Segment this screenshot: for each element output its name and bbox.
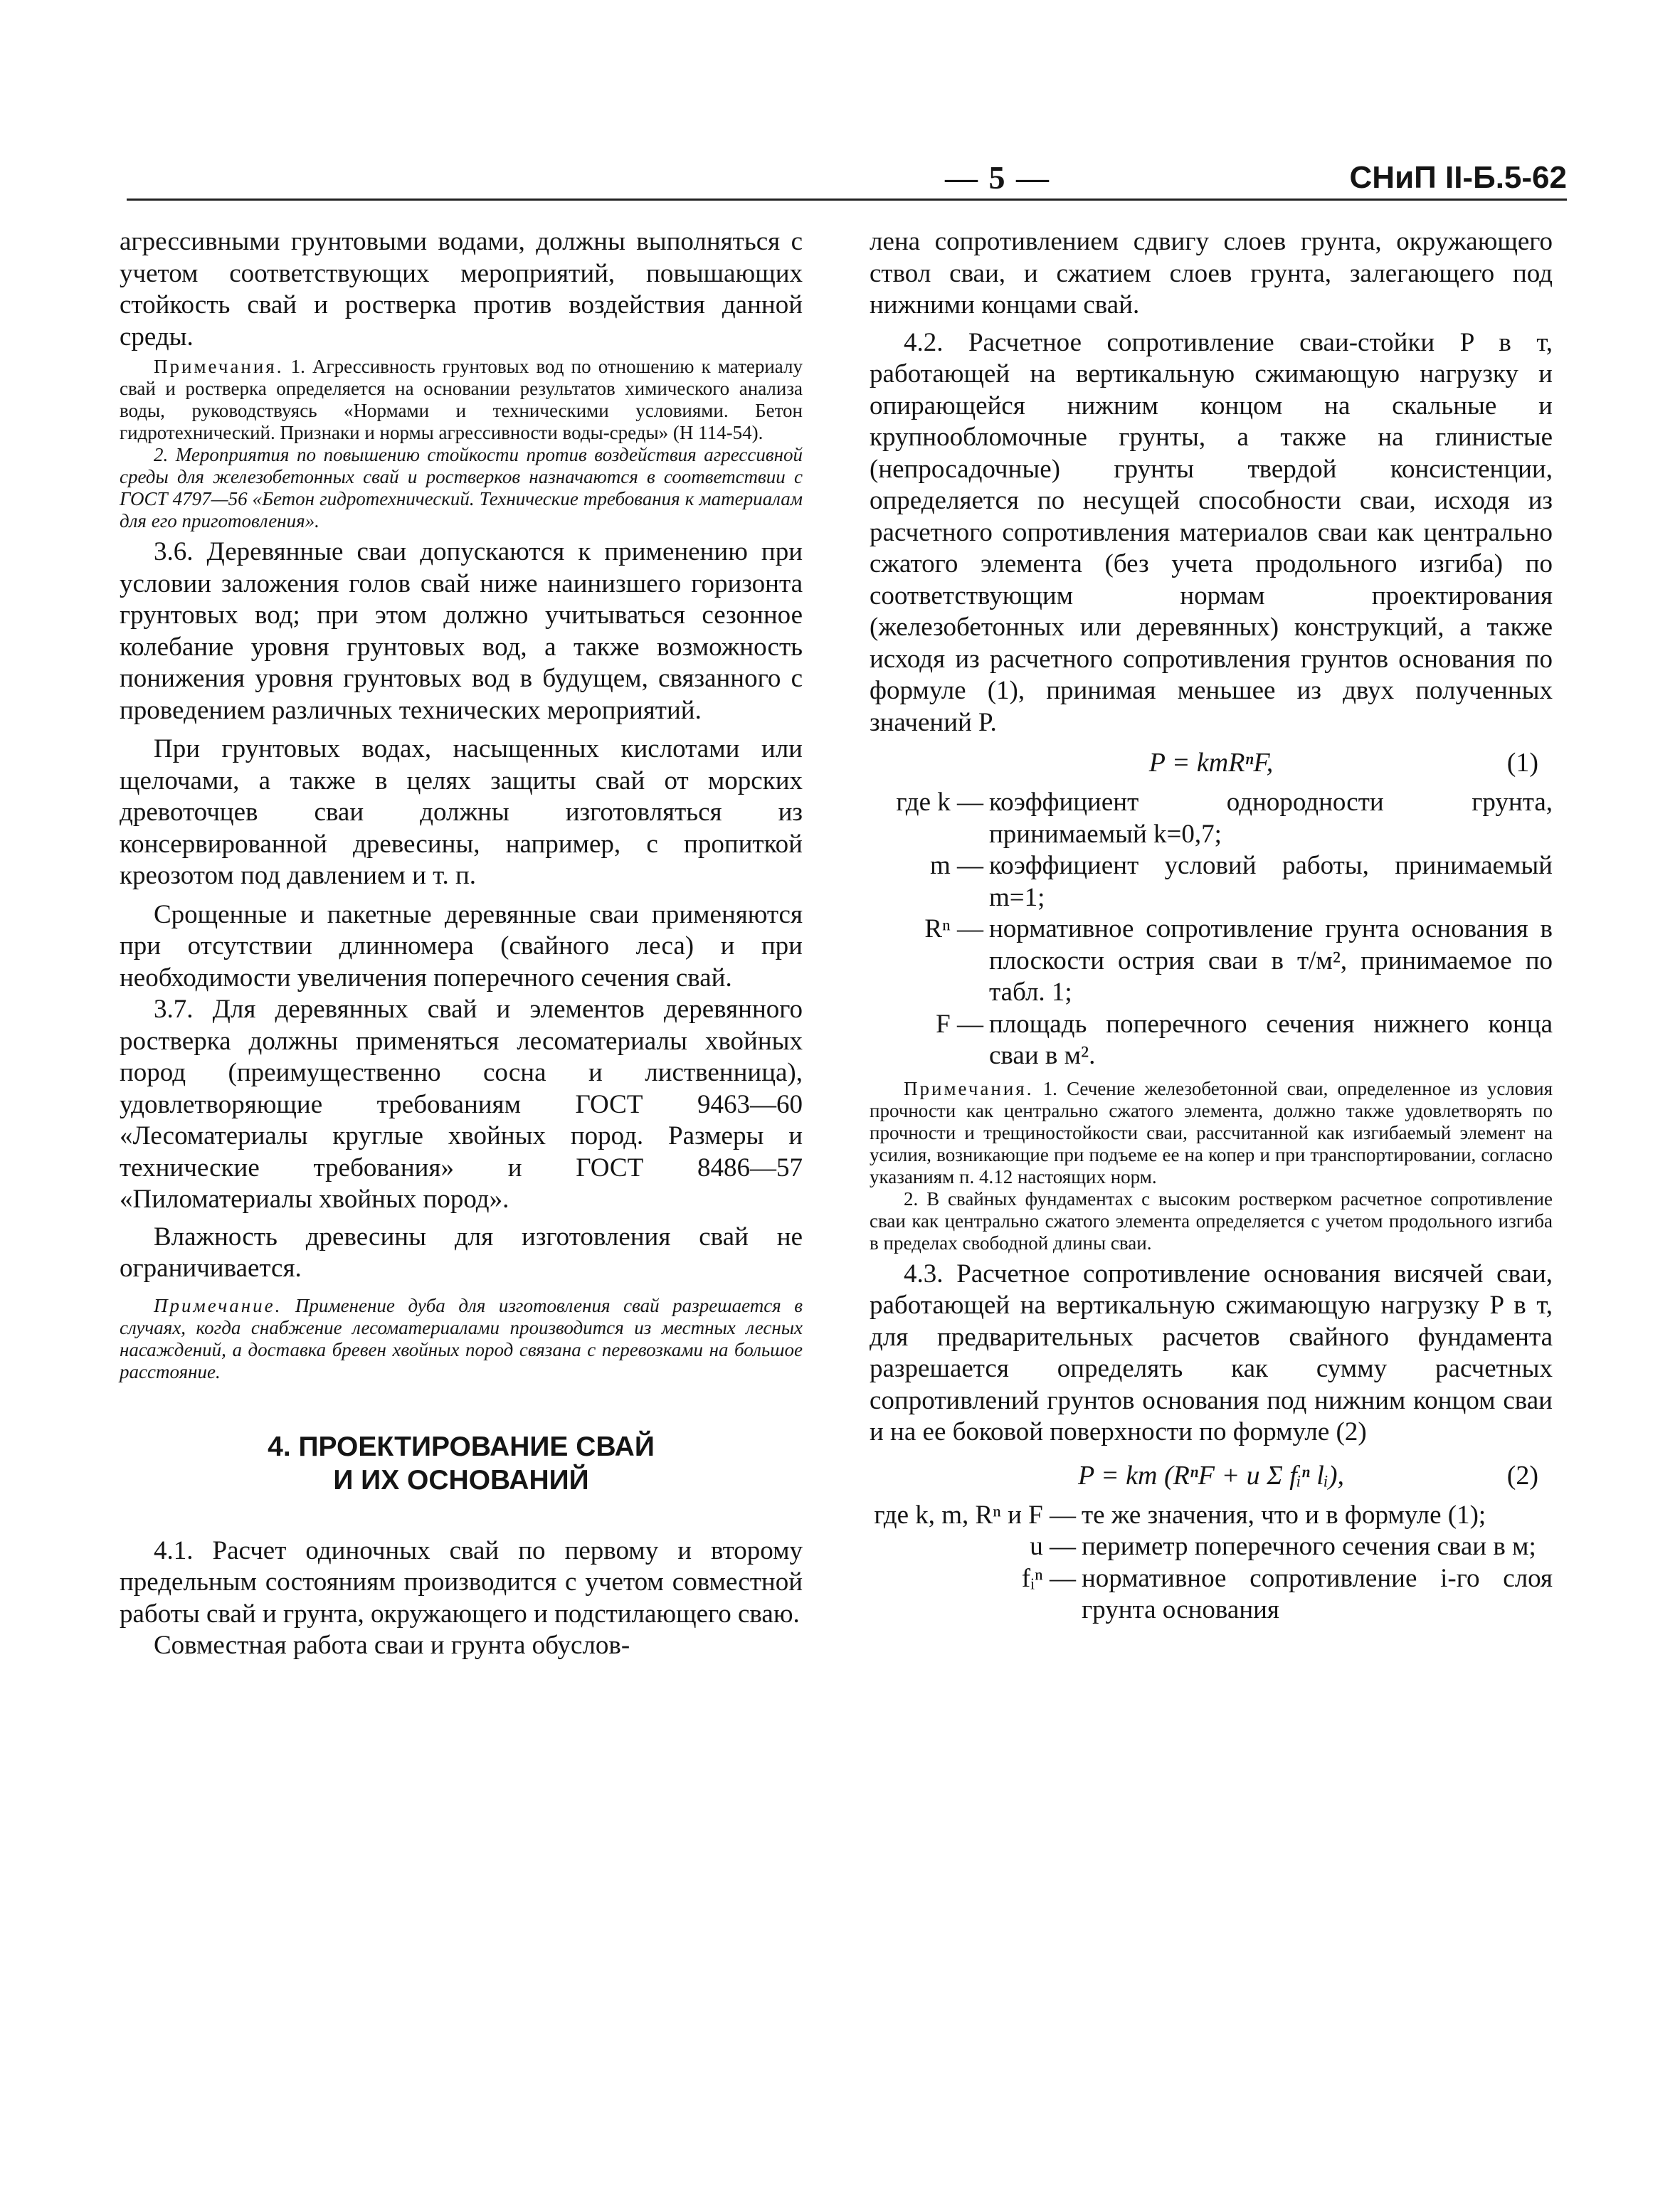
definition-term: u — xyxy=(1030,1532,1076,1561)
paragraph-acid-water: При грунтовых водах, насыщенных кислотами или щелочами, а также в целях защиты свай от морских древоточцев сваи должны изготовляться из консервированной древесины, например, с пропиткой креозотом под давлением и т. п. xyxy=(120,734,803,890)
page-number: — 5 — xyxy=(945,159,1050,196)
definition-description: площадь поперечного сечения нижнего конца сваи в м². xyxy=(989,1009,1553,1070)
clause-text: Расчетное сопротивление основания висячей сваи, работающей на вертикальную сжимающую нагрузку P в т, для предварительных расчетов свайного фундамента разрешается определять как сумму расчетных сопротивлений грунтов основания под нижним концом сваи и на ее боковой поверхности по формуле (2) xyxy=(870,1259,1553,1446)
note-rc-section xyxy=(870,1078,1553,1188)
definition-term: где k — xyxy=(896,788,983,817)
note-label: Примечание. xyxy=(154,1294,282,1316)
formula-2 xyxy=(870,1454,1553,1500)
paragraph-aggressive-water: агрессивными грунтовыми водами, должны выполняться с учетом соответствующих мероприятий, повышающих стойкость свай и ростверка против воздействия данной среды. xyxy=(120,227,803,351)
paragraph-3-7 xyxy=(120,994,803,1216)
paragraph-4-1 xyxy=(120,1535,803,1631)
clause-number: 4.1. xyxy=(154,1535,194,1565)
paragraph-joint-work: Совместная работа сваи и грунта обуслов- xyxy=(154,1631,630,1660)
definition-row xyxy=(870,914,1553,1009)
clause-number: 3.7. xyxy=(154,995,194,1024)
formula-expression: P = kmRⁿF, xyxy=(1148,748,1274,778)
section-title-line1: 4. ПРОЕКТИРОВАНИЕ СВАЙ xyxy=(268,1431,655,1462)
definition-row xyxy=(870,850,1553,914)
definition-row xyxy=(870,1563,1553,1626)
definition-description: периметр поперечного сечения сваи в м; xyxy=(1082,1532,1536,1561)
definition-term: F — xyxy=(936,1009,983,1039)
section-heading xyxy=(120,1430,803,1497)
note-label: Примечания. xyxy=(904,1077,1034,1099)
definition-description: нормативное сопротивление i-го слоя грунта основания xyxy=(1082,1563,1553,1624)
definition-row xyxy=(870,1531,1553,1563)
clause-number: 3.6. xyxy=(154,537,194,566)
right-column xyxy=(870,226,1553,1626)
formula-1 xyxy=(870,741,1553,787)
formula-1-definitions xyxy=(870,787,1553,1072)
definition-term: где k, m, Rⁿ и F — xyxy=(874,1500,1076,1530)
document-code: СНиП II-Б.5-62 xyxy=(1349,160,1567,195)
paragraph-continuation: лена сопротивлением сдвигу слоев грунта, окружающего ствол сваи, и сжатием слоев грунта, залегающего под нижними концами свай. xyxy=(870,227,1553,319)
definition-row xyxy=(870,1500,1553,1532)
paragraph-spliced-piles: Срощенные и пакетные деревянные сваи применяются при отсутствии длинномера (свайного леса) и при необходимости увеличения поперечного сечения свай. xyxy=(120,899,803,993)
definition-description: коэффициент однородности грунта, принимаемый k=0,7; xyxy=(989,788,1553,849)
definition-term: Rⁿ — xyxy=(924,914,983,943)
formula-number: (1) xyxy=(1506,748,1538,778)
paragraph-4-2 xyxy=(870,327,1553,739)
note-oak xyxy=(120,1295,803,1383)
definition-description: те же значения, что и в формуле (1); xyxy=(1082,1500,1486,1530)
clause-text: Расчетное сопротивление сваи-стойки P в т, работающей на вертикальную сжимающую нагрузку и опирающейся нижним концом на скальные и крупнообломочные грунты, а также на глинистые (непросадочные) грунты твердой консистенции, определяется по несущей способности сваи, исходя из расчетного сопротивления материалов сваи как центрально сжатого элемента (без учета продольного изгиба) по соответствующим нормам проектирования (железобетонных или деревянных) конструкций, а также исходя из расчетного сопротивления грунтов основания по формуле (1), принимая меньшее из двух полученных значений P. xyxy=(870,327,1553,737)
definition-term: m — xyxy=(929,851,983,880)
definition-row xyxy=(870,1009,1553,1072)
note-text: Применение дуба для изготовления свай разрешается в случаях, когда снабжение лесоматериалами производится из местных лесных насаждений, а доставка бревен хвойных пород связана с перевозками на большое расстояние. xyxy=(120,1294,803,1382)
paragraph-moisture: Влажность древесины для изготовления свай не ограничивается. xyxy=(120,1222,803,1283)
note-high-grillage: 2. В свайных фундаментах с высоким ростверком расчетное сопротивление сваи как центрально сжатого элемента определяется с учетом продольного изгиба в пределах свободной длины сваи. xyxy=(870,1187,1553,1254)
definition-description: коэффициент условий работы, принимаемый m=1; xyxy=(989,851,1553,912)
left-column xyxy=(120,226,803,1662)
note-measures: 2. Мероприятия по повышению стойкости против воздействия агрессивной среды для железобетонных свай и ростверков назначаются в соответствии с ГОСТ 4797—56 «Бетон гидротехнический. Технические требования к материалам для его приготовления». xyxy=(120,444,803,531)
formula-2-definitions xyxy=(870,1500,1553,1626)
formula-expression: P = km (RⁿF + u Σ fᵢⁿ lᵢ), xyxy=(1077,1460,1344,1491)
note-text: 1. Сечение железобетонной сваи, определенное из условия прочности как центрально сжатого элемента, должно также удовлетворять по прочности и трещиностойкости сваи, рассчитанной как изгибаемый элемент на усилия, возникающие при подъеме ее на копер и при транспортировании, согласно указаниям п. 4.12 настоящих норм. xyxy=(870,1077,1553,1187)
clause-text: Расчет одиночных свай по первому и второму предельным состояниям производится с учетом совместной работы свай и грунта, окружающего и подстилающего сваю. xyxy=(120,1535,803,1629)
note-aggressiveness xyxy=(120,356,803,444)
definition-term: fᵢⁿ — xyxy=(1021,1563,1076,1593)
note-text: 1. Агрессивность грунтовых вод по отношению к материалу свай и ростверка определяется на основании результатов химического анализа воды, руководствуясь «Нормами и техническими условиями. Бетон гидротехнический. Признаки и нормы агрессивности воды-среды» (Н 114-54). xyxy=(120,356,803,443)
formula-number: (2) xyxy=(1506,1460,1538,1491)
definition-row xyxy=(870,787,1553,850)
page-header xyxy=(127,153,1567,210)
clause-number: 4.3. xyxy=(904,1259,944,1289)
header-rule xyxy=(127,199,1567,201)
clause-text: Для деревянных свай и элементов деревянного ростверка должны применяться лесоматериалы хвойных пород (преимущественно сосна и лиственница), удовлетворяющие требованиям ГОСТ 9463—60 «Лесоматериалы круглые хвойных пород. Размеры и технические требования» и ГОСТ 8486—57 «Пиломатериалы хвойных пород». xyxy=(120,995,803,1214)
definition-description: нормативное сопротивление грунта основания в плоскости острия сваи в т/м², принимаемое по табл. 1; xyxy=(989,914,1553,1007)
note-label: Примечания. xyxy=(154,356,284,377)
paragraph-4-3 xyxy=(870,1259,1553,1449)
paragraph-3-6 xyxy=(120,536,803,726)
clause-number: 4.2. xyxy=(904,327,944,357)
section-title-line2: И ИХ ОСНОВАНИЙ xyxy=(333,1464,589,1496)
clause-text: Деревянные сваи допускаются к применению при условии заложения голов свай ниже наинизшего горизонта грунтовых вод; при этом должно учитываться сезонное колебание уровня грунтовых вод, а также возможность понижения уровня грунтовых вод в будущем, связанного с проведением различных технических мероприятий. xyxy=(120,537,803,725)
